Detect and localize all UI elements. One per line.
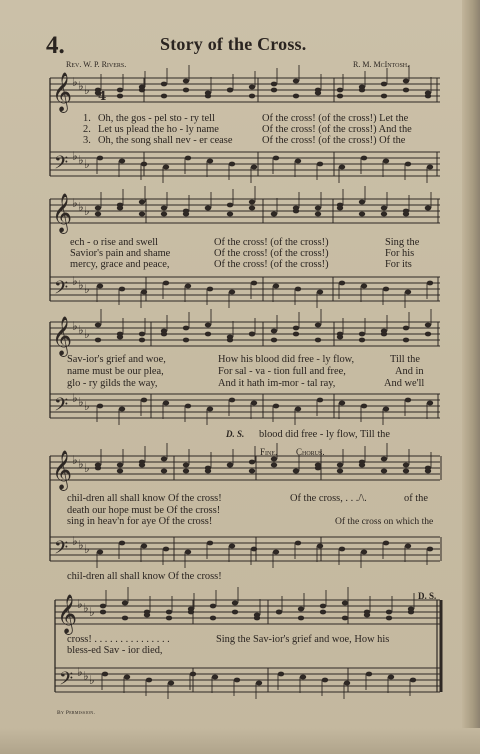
treble-note bbox=[315, 338, 321, 343]
bass-note bbox=[207, 407, 213, 412]
treble-note bbox=[425, 206, 431, 211]
hymn-title: Story of the Cross. bbox=[160, 34, 307, 54]
treble-note bbox=[117, 94, 123, 99]
bass-note bbox=[273, 284, 279, 289]
bass-note bbox=[361, 156, 367, 161]
lyric-line: And we'll bbox=[384, 378, 425, 389]
bass-note bbox=[388, 675, 394, 680]
bass-note bbox=[185, 550, 191, 555]
bass-note bbox=[97, 156, 103, 161]
bass-note bbox=[339, 165, 345, 170]
treble-note bbox=[403, 463, 409, 468]
treble-note bbox=[381, 457, 387, 462]
treble-note bbox=[381, 206, 387, 211]
treble-note bbox=[95, 338, 101, 343]
permission-note: By Permission. bbox=[57, 710, 96, 716]
treble-note bbox=[315, 206, 321, 211]
bass-note bbox=[322, 678, 328, 683]
treble-note bbox=[271, 88, 277, 93]
bass-note bbox=[273, 156, 279, 161]
bass-note bbox=[119, 287, 125, 292]
treble-note bbox=[364, 610, 370, 615]
bass-note bbox=[119, 541, 125, 546]
treble-note bbox=[188, 610, 194, 615]
treble-note bbox=[166, 610, 172, 615]
bass-note bbox=[383, 541, 389, 546]
bass-note bbox=[339, 281, 345, 286]
lyric-line: mercy, grace and peace, bbox=[70, 259, 170, 270]
bass-note bbox=[405, 290, 411, 295]
treble-note bbox=[403, 79, 409, 84]
flat-sign: ♭ bbox=[78, 200, 84, 214]
bass-note bbox=[102, 672, 108, 677]
flat-sign: ♭ bbox=[84, 327, 90, 341]
bass-note bbox=[427, 165, 433, 170]
treble-note bbox=[254, 616, 260, 621]
treble-note bbox=[337, 332, 343, 337]
lyric-line: of the bbox=[404, 493, 428, 504]
bass-note bbox=[339, 401, 345, 406]
lyric-line: How his blood did free - ly flow, bbox=[218, 354, 355, 365]
treble-note bbox=[227, 212, 233, 217]
treble-note bbox=[403, 212, 409, 217]
bass-note bbox=[190, 672, 196, 677]
treble-note bbox=[359, 212, 365, 217]
treble-clef: 𝄞 bbox=[52, 316, 73, 356]
treble-note bbox=[122, 601, 128, 606]
treble-clef: 𝄞 bbox=[52, 72, 73, 112]
lyric-line: ech - o rise and swell bbox=[70, 237, 159, 248]
bass-note bbox=[207, 159, 213, 164]
lyric-line: For sal - va - tion full and free, bbox=[218, 366, 346, 377]
treble-note bbox=[293, 326, 299, 331]
treble-note bbox=[337, 94, 343, 99]
treble-note bbox=[205, 332, 211, 337]
flat-sign: ♭ bbox=[84, 399, 90, 413]
bass-note bbox=[251, 547, 257, 552]
flat-sign: ♭ bbox=[83, 601, 89, 615]
treble-note bbox=[403, 469, 409, 474]
bass-note bbox=[295, 541, 301, 546]
treble-note bbox=[315, 212, 321, 217]
treble-note bbox=[342, 601, 348, 606]
treble-note bbox=[293, 332, 299, 337]
flat-sign: ♭ bbox=[72, 453, 78, 467]
treble-note bbox=[249, 332, 255, 337]
lyric-line: death our hope must be Of the cross! bbox=[67, 505, 221, 516]
treble-note bbox=[271, 212, 277, 217]
bass-note bbox=[295, 287, 301, 292]
composer-credit: R. M. McIntosh. bbox=[353, 60, 410, 69]
treble-note bbox=[403, 338, 409, 343]
flat-sign: ♭ bbox=[78, 395, 84, 409]
treble-note bbox=[271, 457, 277, 462]
treble-note bbox=[95, 212, 101, 217]
bass-note bbox=[119, 407, 125, 412]
bass-note bbox=[163, 547, 169, 552]
bass-note bbox=[229, 544, 235, 549]
treble-note bbox=[227, 338, 233, 343]
treble-note bbox=[161, 206, 167, 211]
treble-note bbox=[381, 82, 387, 87]
treble-note bbox=[161, 469, 167, 474]
flat-sign: ♭ bbox=[78, 278, 84, 292]
hymn-number: 4. bbox=[46, 32, 65, 59]
treble-note bbox=[161, 94, 167, 99]
treble-note bbox=[249, 469, 255, 474]
bass-note bbox=[300, 675, 306, 680]
lyric-line: Till the bbox=[390, 354, 420, 365]
bass-note bbox=[256, 681, 262, 686]
treble-note bbox=[227, 463, 233, 468]
treble-note bbox=[117, 206, 123, 211]
treble-note bbox=[425, 94, 431, 99]
bass-note bbox=[427, 547, 433, 552]
treble-note bbox=[386, 610, 392, 615]
treble-note bbox=[337, 206, 343, 211]
lyric-line: Sing the bbox=[385, 237, 420, 248]
lyric-line: sing in heav'n for aye Of the cross! bbox=[67, 516, 213, 527]
treble-note bbox=[342, 616, 348, 621]
lyric-line: Of the cross, . . ./\. bbox=[290, 493, 367, 504]
bass-note bbox=[361, 404, 367, 409]
bass-note bbox=[317, 290, 323, 295]
bass-clef: 𝄢 bbox=[54, 538, 69, 563]
lyric-line: cross! . . . . . . . . . . . . . . . bbox=[67, 634, 170, 645]
lyric-line: Of the cross on which the bbox=[335, 516, 434, 527]
treble-note bbox=[183, 326, 189, 331]
treble-note bbox=[320, 610, 326, 615]
bass-note bbox=[317, 162, 323, 167]
treble-note bbox=[144, 610, 150, 615]
bass-clef: 𝄢 bbox=[59, 669, 74, 694]
treble-note bbox=[95, 206, 101, 211]
treble-note bbox=[183, 463, 189, 468]
bass-note bbox=[97, 550, 103, 555]
treble-note bbox=[161, 82, 167, 87]
flat-sign: ♭ bbox=[77, 597, 83, 611]
bass-note bbox=[185, 404, 191, 409]
lyric-line: name must be our plea, bbox=[67, 366, 164, 377]
bass-note bbox=[141, 290, 147, 295]
bass-note bbox=[141, 398, 147, 403]
ds-label: D. S. bbox=[226, 429, 245, 439]
treble-note bbox=[381, 94, 387, 99]
treble-note bbox=[232, 601, 238, 606]
treble-note bbox=[425, 469, 431, 474]
bass-note bbox=[119, 159, 125, 164]
bass-note bbox=[207, 287, 213, 292]
treble-note bbox=[117, 88, 123, 93]
treble-note bbox=[386, 616, 392, 621]
treble-note bbox=[271, 329, 277, 334]
flat-sign: ♭ bbox=[72, 274, 78, 288]
treble-note bbox=[117, 332, 123, 337]
bass-note bbox=[163, 401, 169, 406]
lyric-line: bless-ed Sav - ior died, bbox=[67, 645, 163, 656]
treble-note bbox=[315, 323, 321, 328]
treble-note bbox=[205, 94, 211, 99]
lyric-line: Sing the Sav-ior's grief and woe, How his bbox=[216, 634, 390, 645]
treble-note bbox=[249, 206, 255, 211]
treble-note bbox=[249, 94, 255, 99]
treble-note bbox=[227, 203, 233, 208]
bass-note bbox=[361, 284, 367, 289]
treble-note bbox=[359, 338, 365, 343]
bass-note bbox=[141, 544, 147, 549]
flat-sign: ♭ bbox=[72, 196, 78, 210]
treble-note bbox=[232, 610, 238, 615]
treble-note bbox=[139, 332, 145, 337]
lyric-line: Of the cross! (of the cross!) Let the bbox=[262, 113, 409, 124]
lyric-line: Of the cross! (of the cross!) bbox=[214, 259, 329, 270]
treble-note bbox=[293, 94, 299, 99]
bass-note bbox=[163, 165, 169, 170]
treble-note bbox=[403, 326, 409, 331]
treble-note bbox=[161, 212, 167, 217]
bass-note bbox=[405, 162, 411, 167]
flat-sign: ♭ bbox=[72, 391, 78, 405]
fine-mark: Fine. bbox=[260, 447, 278, 457]
treble-note bbox=[293, 206, 299, 211]
treble-note bbox=[425, 332, 431, 337]
bass-note bbox=[163, 281, 169, 286]
bass-note bbox=[361, 550, 367, 555]
treble-note bbox=[95, 463, 101, 468]
treble-note bbox=[408, 610, 414, 615]
bass-note bbox=[212, 675, 218, 680]
treble-note bbox=[381, 469, 387, 474]
treble-note bbox=[100, 610, 106, 615]
treble-note bbox=[205, 323, 211, 328]
flat-sign: ♭ bbox=[84, 542, 90, 556]
bass-note bbox=[273, 404, 279, 409]
treble-note bbox=[337, 463, 343, 468]
treble-note bbox=[271, 463, 277, 468]
treble-note bbox=[293, 469, 299, 474]
time-signature: 4 bbox=[98, 89, 107, 103]
bass-note bbox=[344, 681, 350, 686]
bass-note bbox=[251, 401, 257, 406]
lyric-line: glo - ry gilds the way, bbox=[67, 378, 158, 389]
flat-sign: ♭ bbox=[89, 673, 95, 687]
treble-note bbox=[249, 200, 255, 205]
bass-note bbox=[317, 544, 323, 549]
bass-note bbox=[317, 398, 323, 403]
treble-note bbox=[403, 88, 409, 93]
flat-sign: ♭ bbox=[78, 323, 84, 337]
bass-clef: 𝄢 bbox=[54, 395, 69, 420]
treble-note bbox=[425, 323, 431, 328]
flat-sign: ♭ bbox=[72, 319, 78, 333]
bass-note bbox=[229, 290, 235, 295]
treble-clef: 𝄞 bbox=[52, 450, 73, 490]
treble-note bbox=[298, 607, 304, 612]
bass-clef: 𝄢 bbox=[54, 278, 69, 303]
author-credit: Rev. W. P. Rivers. bbox=[66, 60, 127, 69]
treble-note bbox=[381, 212, 387, 217]
bass-note bbox=[339, 547, 345, 552]
treble-note bbox=[271, 82, 277, 87]
bass-note bbox=[427, 281, 433, 286]
treble-note bbox=[249, 85, 255, 90]
flat-sign: ♭ bbox=[77, 665, 83, 679]
treble-clef: 𝄞 bbox=[52, 193, 73, 233]
lyric-line: And in bbox=[395, 366, 424, 377]
flat-sign: ♭ bbox=[78, 457, 84, 471]
flat-sign: ♭ bbox=[84, 204, 90, 218]
treble-note bbox=[210, 604, 216, 609]
bass-note bbox=[295, 407, 301, 412]
lyric-line: Oh, the song shall nev - er cease bbox=[98, 135, 233, 146]
bass-note bbox=[146, 678, 152, 683]
treble-note bbox=[183, 88, 189, 93]
treble-note bbox=[122, 616, 128, 621]
bass-note bbox=[97, 404, 103, 409]
treble-note bbox=[205, 469, 211, 474]
treble-note bbox=[271, 338, 277, 343]
flat-sign: ♭ bbox=[84, 157, 90, 171]
treble-note bbox=[205, 206, 211, 211]
bass-note bbox=[229, 162, 235, 167]
treble-note bbox=[100, 604, 106, 609]
flat-sign: ♭ bbox=[72, 75, 78, 89]
lyric-line: Savior's pain and shame bbox=[70, 248, 171, 259]
lyric-line: Of the cross! (of the cross!) bbox=[214, 237, 329, 248]
lyric-line: Let us plead the ho - ly name bbox=[98, 124, 219, 135]
treble-note bbox=[166, 616, 172, 621]
bass-note bbox=[229, 398, 235, 403]
treble-note bbox=[117, 469, 123, 474]
lyric-line: Of the cross! (of the cross!) bbox=[214, 248, 329, 259]
bass-note bbox=[366, 672, 372, 677]
treble-note bbox=[315, 463, 321, 468]
ds-lyric-line: chil-dren all shall know Of the cross! bbox=[67, 571, 222, 582]
treble-note bbox=[139, 88, 145, 93]
lyric-line: Of the cross! (of the cross!) Of the bbox=[262, 135, 406, 146]
bass-note bbox=[410, 678, 416, 683]
flat-sign: ♭ bbox=[84, 282, 90, 296]
bass-note bbox=[383, 407, 389, 412]
verse-number: 2. bbox=[83, 124, 91, 135]
flat-sign: ♭ bbox=[84, 461, 90, 475]
treble-note bbox=[359, 200, 365, 205]
lyric-line: Sav-ior's grief and woe, bbox=[67, 354, 166, 365]
flat-sign: ♭ bbox=[72, 149, 78, 163]
verse-number: 3. bbox=[83, 135, 91, 146]
treble-note bbox=[139, 200, 145, 205]
treble-note bbox=[359, 88, 365, 93]
lyric-line: Of the cross! (of the cross!) And the bbox=[262, 124, 412, 135]
bass-note bbox=[185, 156, 191, 161]
bass-note bbox=[295, 159, 301, 164]
treble-note bbox=[95, 323, 101, 328]
bass-note bbox=[234, 678, 240, 683]
bass-note bbox=[97, 284, 103, 289]
verse-number: 1. bbox=[83, 113, 91, 124]
lyric-line: chil-dren all shall know Of the cross! bbox=[67, 493, 222, 504]
treble-note bbox=[210, 616, 216, 621]
bass-note bbox=[427, 401, 433, 406]
bass-note bbox=[251, 281, 257, 286]
bass-note bbox=[383, 159, 389, 164]
flat-sign: ♭ bbox=[72, 534, 78, 548]
bass-note bbox=[168, 681, 174, 686]
flat-sign: ♭ bbox=[78, 153, 84, 167]
treble-clef: 𝄞 bbox=[57, 594, 78, 634]
lyric-line: Oh, the gos - pel sto - ry tell bbox=[98, 113, 215, 124]
treble-note bbox=[359, 332, 365, 337]
treble-note bbox=[320, 604, 326, 609]
bass-note bbox=[405, 544, 411, 549]
treble-note bbox=[183, 212, 189, 217]
treble-note bbox=[227, 88, 233, 93]
treble-note bbox=[276, 610, 282, 615]
bass-clef: 𝄢 bbox=[54, 153, 69, 178]
treble-note bbox=[183, 338, 189, 343]
treble-note bbox=[293, 79, 299, 84]
treble-note bbox=[139, 212, 145, 217]
flat-sign: ♭ bbox=[78, 538, 84, 552]
treble-note bbox=[249, 460, 255, 465]
bass-note bbox=[141, 162, 147, 167]
flat-sign: ♭ bbox=[78, 79, 84, 93]
lyric-line: For his bbox=[385, 248, 415, 259]
ds-lyric-line: blood did free - ly flow, Till the bbox=[259, 429, 390, 440]
chorus-mark: Chorus. bbox=[296, 447, 325, 457]
flat-sign: ♭ bbox=[83, 669, 89, 683]
bass-note bbox=[207, 541, 213, 546]
treble-note bbox=[139, 463, 145, 468]
treble-note bbox=[315, 88, 321, 93]
treble-note bbox=[337, 88, 343, 93]
bass-note bbox=[405, 398, 411, 403]
bass-note bbox=[251, 165, 257, 170]
lyric-line: For its bbox=[385, 259, 412, 270]
lyric-line: And it hath im-mor - tal ray, bbox=[218, 378, 336, 389]
treble-note bbox=[337, 469, 343, 474]
flat-sign: ♭ bbox=[84, 83, 90, 97]
bass-note bbox=[124, 675, 130, 680]
flat-sign: ♭ bbox=[89, 605, 95, 619]
treble-note bbox=[381, 332, 387, 337]
ds-mark: D. S. bbox=[418, 591, 437, 601]
treble-note bbox=[183, 469, 189, 474]
bass-note bbox=[383, 287, 389, 292]
treble-note bbox=[183, 79, 189, 84]
treble-note bbox=[359, 463, 365, 468]
treble-note bbox=[117, 463, 123, 468]
treble-note bbox=[161, 332, 167, 337]
bass-note bbox=[278, 672, 284, 677]
bass-note bbox=[273, 550, 279, 555]
treble-note bbox=[161, 457, 167, 462]
treble-note bbox=[139, 338, 145, 343]
treble-note bbox=[298, 616, 304, 621]
bass-note bbox=[185, 284, 191, 289]
